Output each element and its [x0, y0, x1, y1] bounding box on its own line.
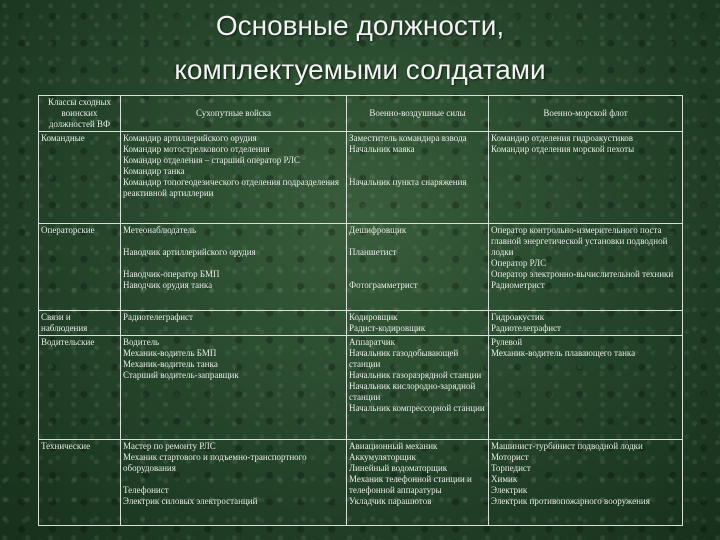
list-item: Командир артиллерийского орудия	[123, 133, 257, 143]
list-item: Оператор РЛС	[491, 258, 547, 268]
navy-cell	[489, 336, 683, 440]
ground-cell	[121, 224, 347, 311]
list-item: Аккумуляторщик	[349, 452, 416, 462]
list-item: Начальник кислородно-зарядной станции	[349, 381, 476, 402]
list-item: Наводчик-оператор БМП	[123, 269, 220, 279]
list-item: Радиотелеграфист	[491, 323, 561, 333]
list-item: Дешифровщик	[349, 225, 407, 235]
list-item: Фотограмметрист	[349, 280, 418, 290]
navy-cell	[489, 440, 683, 526]
list-item: Укладчик парашютов	[349, 496, 432, 506]
air-cell	[347, 311, 489, 336]
list-item: Механик-водитель плавающего танка	[491, 348, 636, 358]
list-item: Командир отделения гидроакустиков	[491, 133, 633, 143]
list-item: Кодировщик	[349, 312, 398, 322]
list-item: Старший водитель-заправщик	[123, 370, 239, 380]
list-item: Наводчик орудия танка	[123, 280, 213, 290]
table-row	[39, 311, 683, 336]
list-item: Заместитель командира взвода	[349, 133, 467, 143]
air-cell	[347, 132, 489, 224]
list-item: Планшетист	[349, 247, 397, 257]
table-row	[39, 132, 683, 224]
list-item: Начальник пункта снаряжения	[349, 177, 467, 187]
list-item: Электрик силовых электростанций	[123, 496, 258, 506]
table-row	[39, 440, 683, 526]
list-item: Командир мотострелкового отделения	[123, 144, 270, 154]
list-item: Торпедист	[491, 463, 531, 473]
ground-cell	[121, 311, 347, 336]
list-item: Механик-водитель БМП	[123, 348, 217, 358]
navy-cell	[489, 311, 683, 336]
header-navy: Военно-морской флот	[489, 96, 683, 132]
air-cell	[347, 440, 489, 526]
header-ground: Сухопутные войска	[121, 96, 347, 132]
list-item: Электрик противопожарного вооружения	[491, 496, 650, 506]
list-item: Командир танка	[123, 166, 185, 176]
class-cell: Командные	[39, 132, 121, 224]
list-item: Химик	[491, 474, 518, 484]
list-item: Радиометрист	[491, 280, 545, 290]
class-cell: Технические	[39, 440, 121, 526]
list-item: Начальник маяка	[349, 144, 415, 154]
list-item: Рулевой	[491, 337, 523, 347]
list-item: Метеонаблюдатель	[123, 225, 197, 235]
air-cell	[347, 336, 489, 440]
ground-cell	[121, 440, 347, 526]
table-row	[39, 336, 683, 440]
list-item: Оператор электронно-вычислительной техники	[491, 269, 674, 279]
ground-cell	[121, 132, 347, 224]
header-classes: Классы сходных воинских должностей ВФ	[39, 96, 121, 132]
list-item: Командир отделения морской пехоты	[491, 144, 635, 154]
class-cell: Связи и наблюдения	[39, 311, 121, 336]
slide-title	[0, 4, 720, 92]
list-item: Электрик	[491, 485, 528, 495]
positions-table	[38, 95, 683, 526]
header-air: Военно-воздушные силы	[347, 96, 489, 132]
navy-cell	[489, 224, 683, 311]
list-item: Гидроакустик	[491, 312, 545, 322]
list-item: Наводчик артиллерийского орудия	[123, 247, 256, 257]
list-item: Машинист-турбинист подводной лодки	[491, 441, 643, 451]
list-item: Авиационный механик	[349, 441, 438, 451]
list-item: Начальник компрессорной станции	[349, 403, 485, 413]
list-item: Телефонист	[123, 485, 169, 495]
air-cell	[347, 224, 489, 311]
list-item: Механик-водитель танка	[123, 359, 218, 369]
list-item: Аппаратчик	[349, 337, 396, 347]
navy-cell	[489, 132, 683, 224]
list-item: Водитель	[123, 337, 160, 347]
list-item: Командир отделения – старший оператор РЛС	[123, 155, 300, 165]
list-item: Механик стартового и подъемно-транспортного оборудования	[123, 452, 307, 473]
title-line-1: Основные должности,	[215, 10, 505, 41]
list-item: Линейный водоматорщик	[349, 463, 448, 473]
class-cell: Водительские	[39, 336, 121, 440]
list-item: Радиотелеграфист	[123, 312, 193, 322]
list-item: Радист-кодировщик	[349, 323, 426, 333]
list-item: Механик телефонной станции и телефонной аппаратуры	[349, 474, 472, 495]
class-cell: Операторские	[39, 224, 121, 311]
list-item: Командир топогеодезического отделения подразделения реактивной артиллерии	[123, 177, 339, 198]
table-header-row	[39, 96, 683, 132]
list-item: Начальник газоразрядной станции	[349, 370, 482, 380]
list-item: Мастер по ремонту РЛС	[123, 441, 216, 451]
table-row	[39, 224, 683, 311]
list-item: Моторист	[491, 452, 529, 462]
list-item: Начальник газодобывающей станции	[349, 348, 459, 369]
title-line-2: комплектуемыми солдатами	[174, 54, 546, 85]
list-item: Оператор контрольно-измерительного поста главной энергетической установки подводной лодки	[491, 225, 668, 257]
ground-cell	[121, 336, 347, 440]
